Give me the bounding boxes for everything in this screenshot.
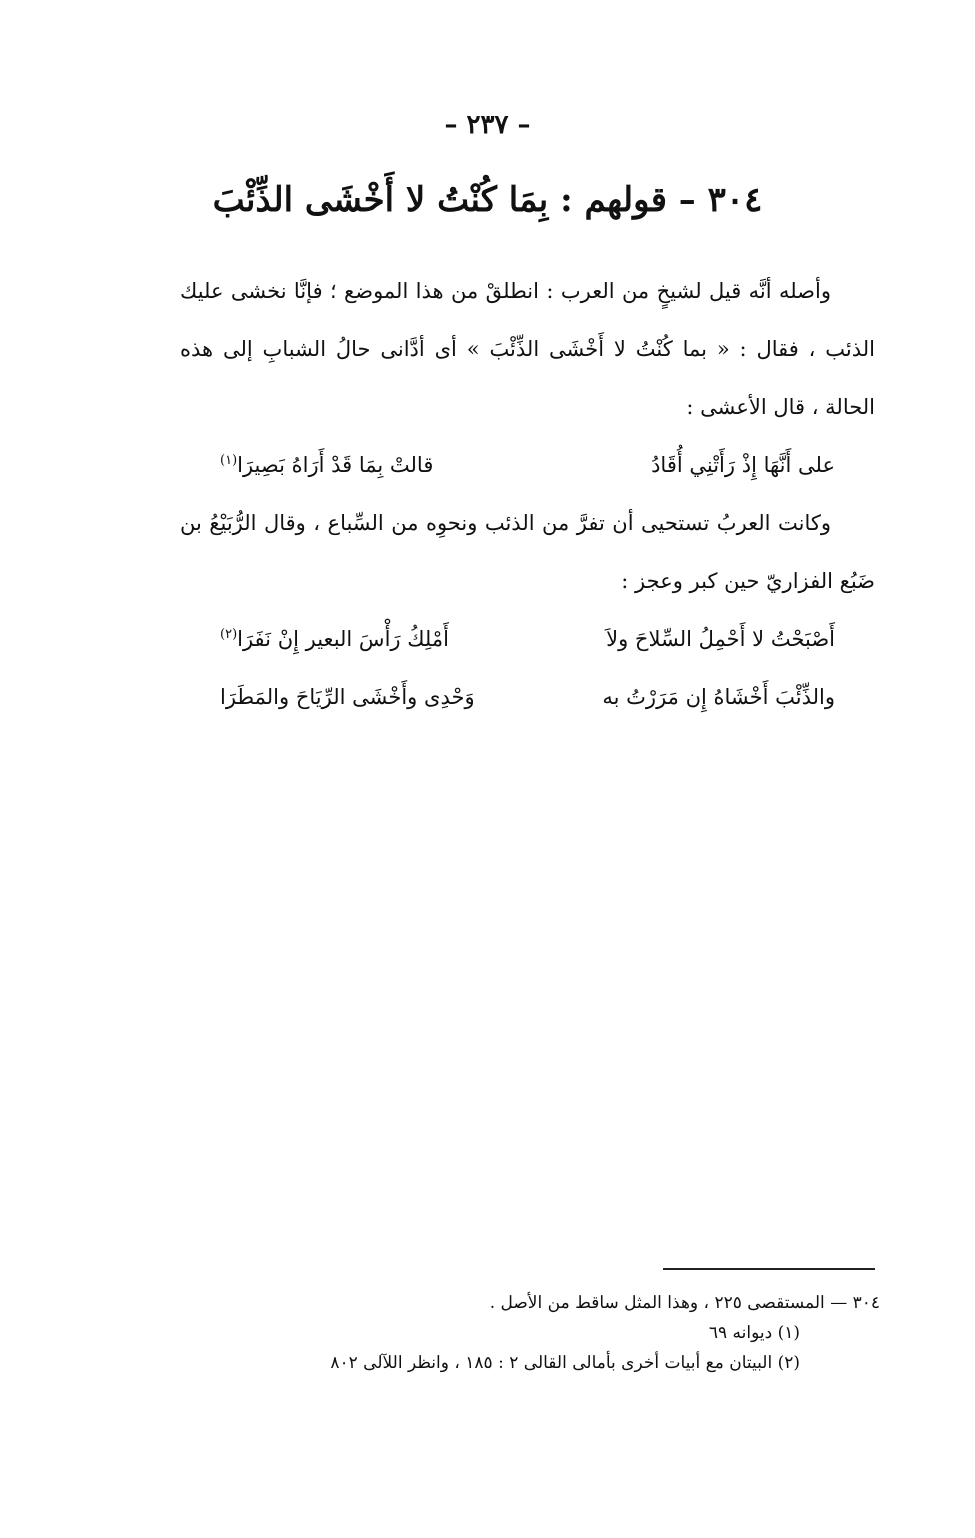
verse-rabi-line-1 bbox=[220, 610, 835, 668]
paragraph-origin: وأصله أنَّه قيل لشيخٍ من العرب : انطلقْ من هذا الموضع ؛ فإنَّا نخشى عليك الذئب ، فقال : « بما كُنْتُ لا أَخْشَى الذِّئْبَ » أى أدَّانى حالُ الشبابِ إلى هذه الحالة ، قال الأعشى : bbox=[180, 279, 875, 419]
verse-hemistich bbox=[220, 436, 433, 494]
footnote-2: (٢) البيتان مع أبيات أخرى بأمالى القالى ٢ : ١٨٥ ، وانظر اللآلى ٨٠٢ bbox=[330, 1353, 800, 1373]
verse-hemistich bbox=[220, 610, 449, 668]
footnote-ref-2: (٢) bbox=[220, 627, 238, 642]
paragraph-custom: وكانت العربُ تستحيى أن تفرَّ من الذئب ونحوِه من السِّباع ، وقال الرُّبَيْعُ بن ضَبُع الفزاريّ حين كبر وعجز : bbox=[180, 511, 875, 593]
footnotes bbox=[200, 1288, 880, 1378]
verse-hemistich-text: أَمْلِكُ رَأْسَ البعير إِنْ نَفَرَا bbox=[237, 627, 449, 651]
main-text bbox=[180, 262, 875, 726]
verse-rabi-line-2 bbox=[220, 668, 835, 726]
verse-hemistich: وَحْدِى وأَخْشَى الرِّيَاحَ والمَطَرَا bbox=[220, 685, 475, 709]
footnote-ref-1: (١) bbox=[220, 453, 238, 468]
verse-hemistich-text: قالتْ بِمَا قَدْ أَرَاهُ بَصِيرَا bbox=[237, 453, 434, 477]
page-number: – ٢٣٧ – bbox=[444, 110, 531, 140]
verse-al-asha bbox=[220, 436, 835, 494]
verse-hemistich: أَصْبَحْتُ لا أَحْمِلُ السِّلاحَ ولاَ bbox=[606, 627, 835, 651]
verse-hemistich: والذِّئْبَ أَخْشَاهُ إِن مَرَرْتُ به bbox=[602, 685, 835, 709]
footnote-1: (١) ديوانه ٦٩ bbox=[708, 1323, 800, 1343]
footnote-source: ٣٠٤ — المستقصى ٢٢٥ ، وهذا المثل ساقط من الأصل . bbox=[489, 1293, 880, 1313]
proverb-heading: ٣٠٤ – قولهم : بِمَا كُنْتُ لا أَخْشَى الذِّئْبَ bbox=[212, 180, 763, 220]
footnote-divider bbox=[663, 1268, 875, 1270]
verse-hemistich: على أَنَّهَا إِذْ رَأَتْنِي أُقَادُ bbox=[651, 453, 835, 477]
